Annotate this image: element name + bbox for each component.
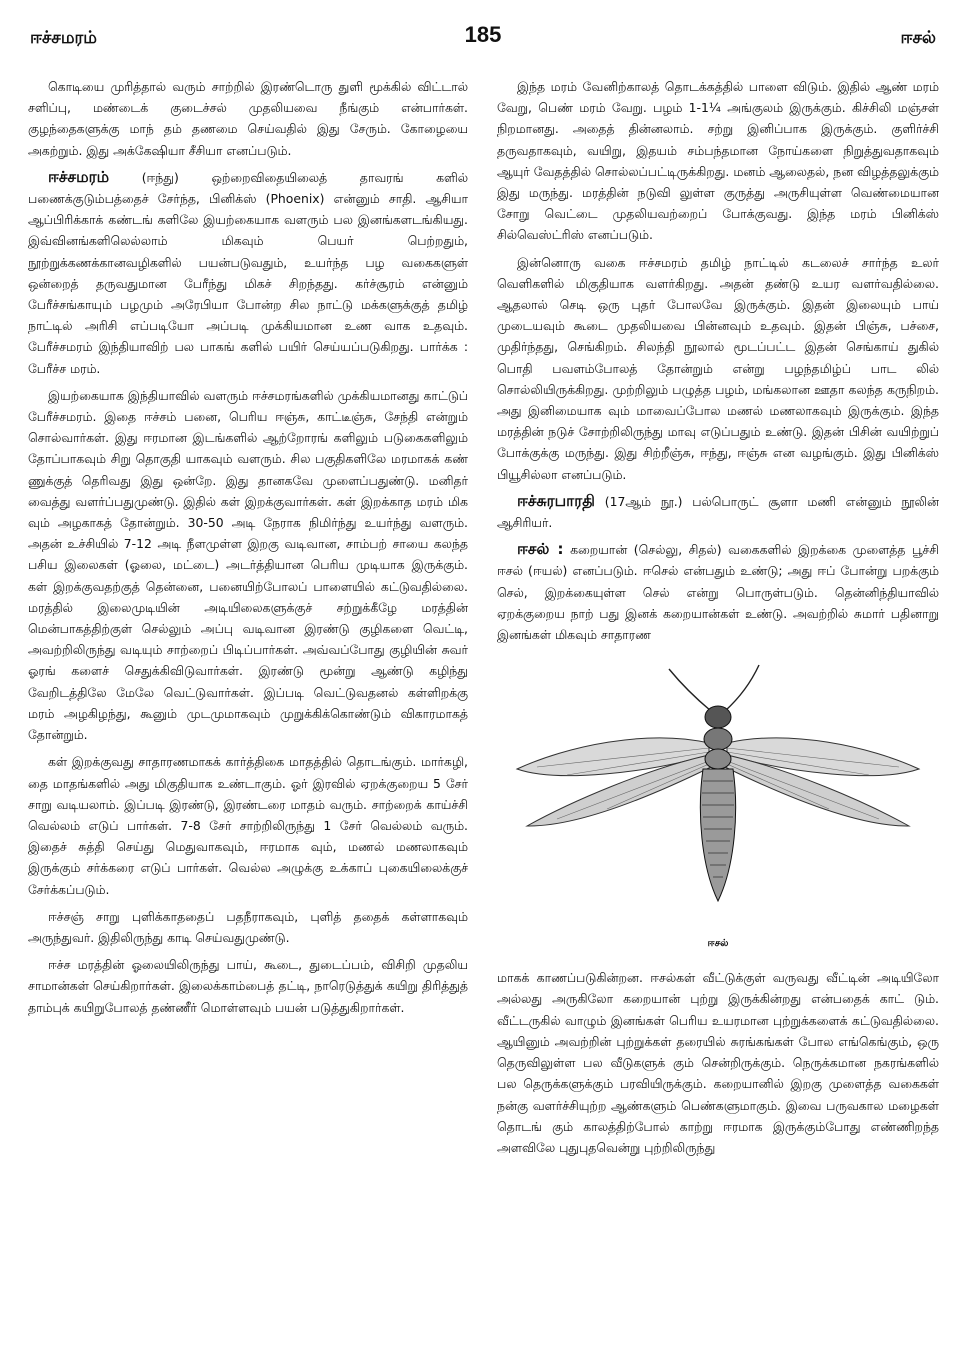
paragraph: கள் இறக்குவது சாதாரணமாகக் கார்த்திகை மாதத்தில் தொடங்கும். மார்கழி, தை மாதங்களில் அது மிகுதியாக உண்டாகும். ஓர் இரவில் ஏறக்குறைய 5 சேர் சாறு வடியலாம். இப்படி இரண்டு, இரண்டரை மாதம் வரும். சாற்றைக் காய்ச்சி வெல்லம் எடுப் பார்கள். 7-8 சேர் சாற்றிலிருந்து 1 சேர் வெல்லம் வரும். இதைச் சுத்தி செய்து மெதுவாகவும், ஈரமாக வும், மணல் மணலாகவும் இருக்கும் சர்க்கரை எடுப் பார்கள். வெல்ல அழுக்கு உக்காப் புகையிலைக்குச் சேர்க்கப்படும். [28, 754, 468, 897]
entry-text: கறையான் (செல்லு, சிதல்) வகைகளில் இறக்கை முளைத்த பூச்சி ஈசல் (ஈயல்) எனப்படும். ஈசெல் என்பதும் உண்டு; அது ஈப் போன்று பறக்கும் செல், இறக்கையுள்ள செல் என்று பொருள்படும். தென்னிந்தியாவில் ஏறக்குறைய நாற் பது இனக் கறையான்கள் உண்டு. அவற்றில் சுமார் பதினாறு இனங்கள் மிகவும் சாதாரண [497, 542, 939, 643]
entry-paragraph [497, 539, 939, 645]
entry-paragraph [28, 167, 468, 379]
entry-text: (ஈந்து) ஒற்றைவிதையிலைத் தாவரங் களில் பணைக்குடும்பத்தைச் சேர்ந்த, பினிக்ஸ் (Phoenix) என்னும் சாதி. ஆசியா ஆப்பிரிக்காக் கண்டங் களிலே இயற்கையாக வளரும் பல இனங்களடங்கியது. இவ்வினங்களிலெல்லாம் மிகவும் பெயர் பெற்றதும், நூற்றுக்கணக்கானவழிகளில் பயன்படுவதும், உயர்ந்த பழ வகைகளுள் ஒன்றைத் தருவதுமான பேரீந்து மிகச் சிறந்தது. கர்ச்சூரம் என்னும் பேரீச்சங்காயும் பழமும் அரேபியா போன்ற சில நாட்டு மக்களுக்குத் தமிழ் நாட்டில் அரிசி எப்படியோ அப்படி முக்கியமான உண வாக உதவும். பேரீச்சமரம் இந்தியாவிற் பல பாகங் களில் பயிர் செய்யப்படுகிறது. பார்க்க : பேரீச்ச மரம். [28, 169, 468, 376]
paragraph: கொடியை முரித்தால் வரும் சாற்றில் இரண்டொரு துளி மூக்கில் விட்டால் சளிப்பு, மண்டைக் குடைச்சல் முதலியவை நீங்கும் என்பார்கள். குழந்தைகளுக்கு மாந் தம் தணமை செய்வதில் இது சேரும். கோழையை அகற்றும். இது அக்கேஷியா சீசியா எனப்படும். [28, 79, 468, 158]
termite-drawing [497, 651, 939, 931]
paragraph: இயற்கையாக இந்தியாவில் வளரும் ஈச்சமரங்களில் முக்கியமானது காட்டுப் பேரீச்சமரம். இதை ஈச்சம் பனை, பெரிய ஈஞ்சு, காட்டீஞ்சு, சேந்தி என்றும் சொல்வார்கள். இது ஈரமான இடங்களில் ஆற்றோரங் களிலும் படுகைகளிலும் தோப்பாகவும் சிறு தொகுதி யாகவும் வளரும். சில பகுதிகளிலே மரமாகக் கண் ணுக்குத் தெரிவது இது ஒன்றே. இது தானகவே முளைப்பதுண்டு. மனிதர் வைத்து வளர்ப்பதுமுண்டு. இதில் கள் இறக்குவார்கள். கள் இறக்காத மரம் மிக வும் அழகாகத் தோன்றும். 30-50 அடி நேராக நிமிர்ந்து உயர்ந்து வளரும். அதன் உச்சியில் 7-12 அடி நீளமுள்ள இறகு வடிவான, சாம்பற் சாயை கலந்த பசிய இலைகள் (ஓலை, மட்டை) அடர்த்தியான பெரிய முடியாக இருக்கும். கள் இறக்குவதற்குத் தென்னை, பனையிற்போலப் பாளையில் கட்டுவதில்லை. மரத்தில் இலைமுடியின் அடியிலைகளுக்குச் சற்றுக்கீழே மரத்தின் மென்பாகத்திற்குள் செல்லும் அப்பு வடிவான இரண்டு குழிகளை வெட்டி, அவற்றிலிருந்து வடியும் சாற்றைப் பிடிப்பார்கள். அவ்வப்போது குழியின் சுவர் ஓரங் களைச் செதுக்கிவிடுவார்கள். இரண்டு மூன்று ஆண்டு கழிந்து வேறிடத்திலே மேலே வெட்டுவார்கள். இப்படி வெட்டுவதனல் கள்ளிறக்கு மரம் அழகிழந்து, கூனும் முடமுமாகவும் முறுக்கிக்கொண்டும் விகாரமாகத் தோன்றும். [28, 387, 468, 743]
winged-termite-illustration [497, 651, 939, 961]
paragraph: ஈச்ச மரத்தின் ஓலையிலிருந்து பாய், கூடை, துடைப்பம், விசிறி முதலிய சாமான்கள் செய்கிறார்கள். இலைக்காம்பைத் தட்டி, நாரெடுத்துக் கயிறு திரித்துத் தாம்புக் கயிறுபோலத் தண்ணீர் மொள்ளவும் பயன் படுத்துகிறார்கள். [28, 957, 468, 1015]
entry-headword: ஈசல் : [517, 540, 564, 559]
right-column [497, 76, 939, 1351]
entry-headword: ஈச்சுரபாரதி [517, 491, 595, 510]
entry-headword: ஈச்சமரம் [48, 167, 110, 186]
figure-caption: ஈசல் [707, 938, 729, 950]
page-header [30, 22, 936, 56]
paragraph: இந்த மரம் வேனிற்காலத் தொடக்கத்தில் பாளை விடும். இதில் ஆண் மரம் வேறு, பெண் மரம் வேறு. பழம் 1-1¼ அங்குலம் இருக்கும். கிச்சிலி மஞ்சள் நிறமானது. அதைத் தின்னலாம். சற்று இனிப்பாக இருக்கும். குளிர்ச்சி தருவதாகவும், வயிறு, இதயம் சம்பந்தமான நோய்களை நிறுத்துவதாகவும் ஆயுர் வேதத்தில் சொல்லப்பட்டிருக்கிறது. மனம் ஆலைதல், நன விழத்தலுக்கும் இது மருந்து. மரத்தின் நடுவி லுள்ள குருத்து அருசியுள்ள வெண்மையான சோறு வெட்டை முதலியவற்றைப் போக்குவது. இந்த மரம் பினிக்ஸ் சில்வெஸ்ட்ரிஸ் எனப்படும். [497, 79, 939, 243]
running-head-left: ஈச்சமரம் [30, 28, 97, 48]
entry-text: (17ஆம் நூ.) பல்பொருட் சூளா மணி என்னும் நூலின் ஆசிரியர். [497, 493, 939, 531]
left-column [28, 76, 468, 1351]
running-head-right: ஈசல் [900, 28, 936, 48]
entry-paragraph [497, 491, 939, 533]
page-number: 185 [464, 22, 502, 47]
paragraph: ஈச்சஞ் சாறு புளிக்காததைப் பதநீராகவும், புளித் ததைக் கள்ளாகவும் அருந்துவர். இதிலிருந்து காடி செய்வதுமுண்டு. [28, 908, 468, 945]
paragraph: மாகக் காணப்படுகின்றன. ஈசல்கள் வீட்டுக்குள் வருவது வீட்டின் அடியிலோ அல்லது அருகிலோ கறையான் புற்று இருக்கின்றது என்பதைக் காட் டும். வீட்டருகில் வாழும் இனங்கள் பெரிய உயரமான புற்றுக்களைக் கட்டுவதில்லை. ஆயினும் அவற்றின் புற்றுக்கள் தரையில் சுரங்கங்கள் போல எங்கெங்கும், ஒரு தெருவிலுள்ள பல வீடுகளுக் கும் சென்றிருக்கும். நெருக்கமான நகரங்களில் பல தெருக்களுக்கும் பரவியிருக்கும். கறையானில் இறகு முளைத்த வகைகள் நன்கு வளர்ச்சியுற்ற ஆண்களும் பெண்களுமாகும். இவை பருவகால மழைகள் தொடங் கும் காலத்திற்போல் காற்று ஈரமாக இருக்கும்போது எண்ணிறந்த அளவிலே புதுபுதவென்று புற்றிலிருந்து [497, 970, 939, 1155]
paragraph: இன்னொரு வகை ஈச்சமரம் தமிழ் நாட்டில் கடலைச் சார்ந்த உலர் வெளிகளில் மிகுதியாக வளர்கிறது. அதன் தண்டு உயர வளர்வதில்லை. ஆதலால் செடி ஒரு புதர் போலவே இருக்கும். இதன் இலையும் பாய் முடையவும் கூடை முதலியவை பின்னவும் உதவும். இதன் பிஞ்சு, பச்சை, முதிர்ந்தது, செங்கிறம். சிலந்தி நூலால் மூடப்பட்ட இதன் செங்காய் துகில் பொதி பவளம்போலத் தோன்றும் என்று பழந்தமிழ்ப் பாட லில் சொல்லியிருக்கிறது. முற்றிலும் பழுத்த பழம், மங்கலான ஊதா கலந்த கருநிறம். அது இனிமையாக வும் மாவைப்போல மணல் மணலாகவும் இருக்கும். இந்த மரத்தின் நடுச் சோற்றிலிருந்து மாவு எடுப்பதும் உண்டு. இதன் பிசின் வயிற்றுப் போக்குக்கு மருந்து. இது சிற்றீஞ்சு, ஈந்து, ஈஞ்சு என வழங்கும். இது பினிக்ஸ் பியூசில்லா எனப்படும். [497, 254, 939, 482]
